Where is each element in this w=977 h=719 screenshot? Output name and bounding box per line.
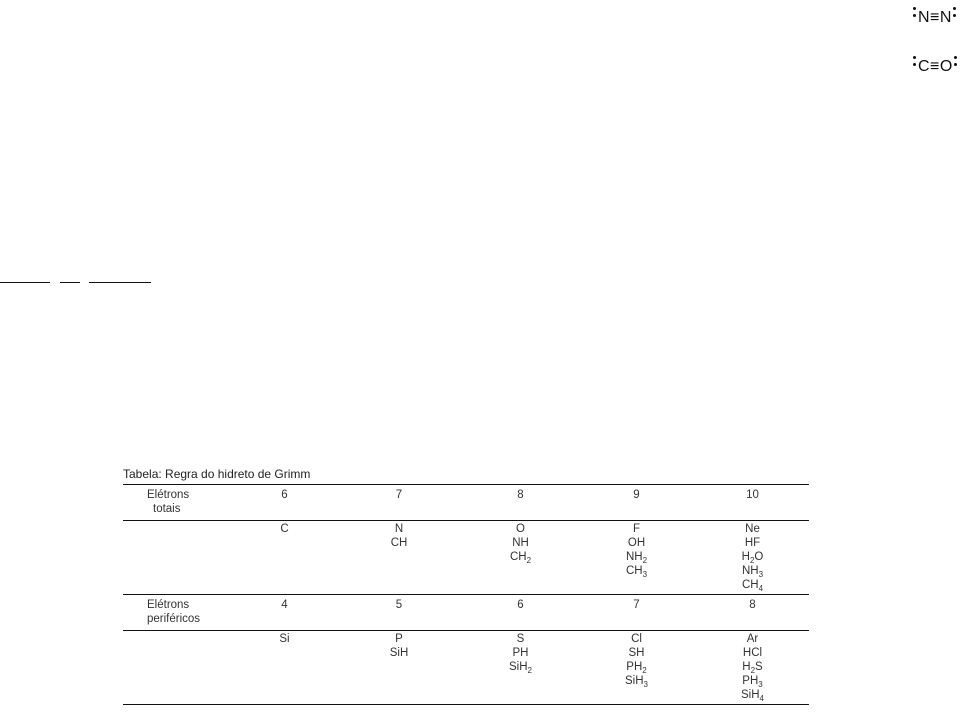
species-formula: $H_2S$ xyxy=(742,661,763,675)
species-formula: PH xyxy=(512,647,529,659)
species-formula: $NH_2$ xyxy=(625,551,648,565)
species-formula: P xyxy=(395,633,403,645)
underline-segment xyxy=(89,282,151,283)
row-label-line: totais xyxy=(153,503,181,515)
species-formula: $PH_3$ xyxy=(742,675,763,689)
species-formula: HF xyxy=(744,537,761,549)
lewis-co-formula: C≡O xyxy=(918,58,953,75)
electron-count-cell: 7 xyxy=(577,595,696,631)
empty-label-cell xyxy=(123,521,235,595)
species-formula: $CH_4$ xyxy=(741,579,764,593)
species-formula: NH xyxy=(512,537,529,549)
species-formula: SH xyxy=(628,647,645,659)
electron-count-cell: 4 xyxy=(235,595,334,631)
species-formula: $H_2O$ xyxy=(741,551,764,565)
species-formula: SiH xyxy=(389,647,409,659)
table-species-row xyxy=(123,521,809,595)
table-header-row xyxy=(123,485,809,521)
species-cell xyxy=(235,631,334,705)
species-formula: F xyxy=(632,523,641,535)
underline-segment xyxy=(60,282,80,283)
species-formula: Cl xyxy=(631,633,642,645)
lone-pair-right-icon xyxy=(953,53,959,70)
species-formula: $CH_2$ xyxy=(509,551,532,565)
species-cell xyxy=(696,631,809,705)
species-formula: N xyxy=(394,523,404,535)
row-label xyxy=(123,595,235,631)
species-formula: Ne xyxy=(745,523,760,535)
grimm-hydride-table xyxy=(123,484,809,705)
lone-pair-left-icon xyxy=(912,4,918,21)
species-cell xyxy=(577,631,696,705)
grimm-hydride-table-block xyxy=(123,467,809,705)
species-formula: OH xyxy=(627,537,646,549)
row-label-line: Elétrons xyxy=(147,489,190,501)
species-formula: SiH$_4$ xyxy=(741,689,764,703)
species-formula: $CH_3$ xyxy=(625,565,648,579)
lewis-n2-formula: N≡N xyxy=(918,9,952,26)
species-formula: O xyxy=(516,523,525,535)
species-formula: Si xyxy=(279,633,290,645)
row-label xyxy=(123,485,235,521)
species-formula: S xyxy=(516,633,525,645)
electron-count-cell: 10 xyxy=(696,485,809,521)
species-formula: $PH_2$ xyxy=(626,661,647,675)
lone-pair-right-icon xyxy=(952,4,958,21)
lone-pair-left-icon xyxy=(912,53,918,70)
lewis-structure-co xyxy=(912,54,959,76)
row-label-line: Elétrons xyxy=(147,599,190,611)
electron-count-cell: 6 xyxy=(464,595,577,631)
species-formula: SiH$_3$ xyxy=(625,675,648,689)
empty-label-cell xyxy=(123,631,235,705)
table-header-row xyxy=(123,595,809,631)
electron-count-cell: 8 xyxy=(464,485,577,521)
electron-count-cell: 7 xyxy=(334,485,464,521)
species-cell xyxy=(577,521,696,595)
species-formula: HCl xyxy=(742,647,763,659)
species-formula: SiH$_2$ xyxy=(509,661,532,675)
electron-count-cell: 8 xyxy=(696,595,809,631)
species-cell xyxy=(235,521,334,595)
species-formula: Ar xyxy=(746,633,759,645)
species-formula: CH xyxy=(390,537,408,549)
lewis-structure-n2 xyxy=(912,5,958,27)
species-cell xyxy=(696,521,809,595)
table-caption: Tabela: Regra do hidreto de Grimm xyxy=(123,467,311,481)
species-cell xyxy=(464,521,577,595)
electron-count-cell: 9 xyxy=(577,485,696,521)
electron-count-cell: 5 xyxy=(334,595,464,631)
row-label-line: periféricos xyxy=(147,613,201,625)
species-formula: C xyxy=(280,523,289,535)
species-cell xyxy=(334,631,464,705)
underline-segment xyxy=(0,282,50,283)
species-cell xyxy=(334,521,464,595)
table-species-row xyxy=(123,631,809,705)
electron-count-cell: 6 xyxy=(235,485,334,521)
species-formula: $NH_3$ xyxy=(741,565,764,579)
species-cell xyxy=(464,631,577,705)
